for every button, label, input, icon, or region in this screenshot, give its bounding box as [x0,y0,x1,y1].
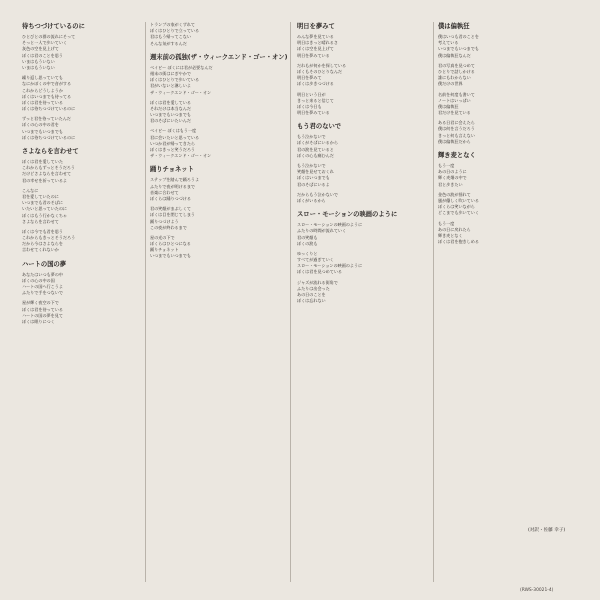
lyric-line: ぼくは君を見つめている [297,269,343,275]
lyric-line: 君だけを見ている [438,110,471,116]
lyric-line: ゆっくりと [297,250,318,256]
lyric-line: そんな気がするんだ [150,40,187,46]
lyric-line: どこまでも歩いていく [438,210,479,216]
lyric-line: これからどうしようか [22,87,63,93]
lyric-line: 灰色の空を見上げて [22,46,59,52]
lyric-line: それだけは本当なんだ [150,105,191,111]
lyric-line: スロー・モーションの映画のように [297,263,363,269]
lyric-line: 僕だけの世界 [438,81,463,87]
lyric-line: ぼくはひとりで立っている [150,28,200,34]
lyric-line: いつまでもいつまでも [22,128,63,134]
lyric-line: ぼくは歩きつづける [297,81,334,87]
lyric-line: いつまでもいつまでも [150,112,191,118]
lyric-line: あの日に戻れたら [438,226,471,232]
song-block [297,210,417,304]
lyric-line: ぼくは君を待っている [22,99,63,105]
lyric-line: ハートの国へ行こうよ [22,284,63,289]
lyric-line: ぼくらは踊りつづける [150,195,191,201]
lyric-line: 踊りチョネット [150,247,179,253]
lyric-line: ぼくは眠りにつく [22,318,55,324]
lyric-line: なにかぼくの中で音がする [22,81,72,87]
song-title: 踊りチョネット [150,166,194,174]
lyric-line: みんな夢を見ている [297,34,334,39]
lyric-line: 君と歩きたい [438,181,463,187]
lyric-line: ぼくは君を愛している [150,99,191,105]
lyric-line: 君の笑顔も [297,234,318,240]
lyric-stanza [22,34,142,71]
song-block [22,147,142,254]
lyric-line: 明日を夢みて [297,75,322,81]
lyric-stanza [150,177,270,202]
lyric-line: ぼくは忘れない [297,298,326,304]
column-divider [433,22,434,582]
lyric-stanza [150,235,270,260]
song-title: 待ちつづけているのに [22,23,85,30]
lyric-line: ノートはいっぱい [438,97,471,103]
lyric-line: 言わせてくれないか [22,247,59,253]
lyric-line: 音楽に合わせて [150,189,179,195]
lyric-line: ぼくは君を愛していた [22,159,63,164]
lyric-stanza [22,229,142,254]
song-block [22,22,142,141]
song-title: 週末前の孤独(ザ・ウィークエンド・ゴー・オン) [150,53,288,61]
lyric-line: ぼくらはひとつになる [150,241,191,247]
lyric-line: ベイビー ぼくはもう一度 [150,128,197,134]
lyric-line: いたいと思っていたのに [22,206,68,212]
lyric-line: ステップを踏んで踊ろうよ [150,177,200,183]
song-title: 僕は偏執狂 [438,23,470,30]
lyric-stanza [297,92,417,117]
lyric-stanza [438,120,558,145]
song-block [150,165,270,259]
lyric-line: 僕は偏執狂なんだ [438,52,471,58]
lyric-line: 明日を夢みている [297,110,330,116]
lyric-line: ぼくは待ちつづけているのに [22,134,76,140]
lyric-line: 星の光の下で [150,234,175,240]
song-block [150,22,270,47]
lyric-stanza [150,65,270,96]
song-title: もう君のないで [297,123,342,131]
lyric-stanza [297,222,417,247]
song-block [22,260,142,326]
lyric-line: 金色の波が揺れて [438,191,471,197]
lyric-stanza [297,163,417,188]
lyric-line: きっと来ると信じて [297,97,334,103]
lyric-stanza [150,100,270,125]
lyric-line: 踊りつづけよう [150,218,179,224]
song-title: さよならを言わせて [22,148,79,155]
lyric-line: ふたりで手をつないで [22,290,63,296]
lyric-line: 風が優しく吹いている [438,197,479,203]
lyric-line: 明日はきっと晴れるさ [297,40,338,46]
lyric-stanza [150,206,270,231]
lyric-line: もう一度 [438,220,455,226]
lyric-line: いまはもういない [22,64,55,70]
lyric-line: 君の写真を見つめて [438,62,475,68]
lyric-line: もう泣かないで [297,134,326,140]
lyric-line: ふたりで夜が明けるまで [150,183,196,189]
lyric-line: ぼくは空を見上げて [297,46,334,52]
lyric-line: さよならを言わせて [22,218,59,224]
lyric-stanza [22,272,142,297]
song-block [297,122,417,204]
lyric-line: ぼくは君を待っている [22,306,63,312]
lyric-line: ぼくはもう行かなくちゃ [22,212,68,218]
lyric-line: いまはもういない [22,58,55,64]
lyric-stanza [438,163,558,188]
lyric-line: 輝き麦となく [438,232,463,238]
lyric-stanza [438,92,558,117]
lyric-line: ハートの国の夢を見て [22,312,63,318]
lyric-stanza [22,188,142,225]
lyric-line: ふたりの時間が流れていく [297,228,347,234]
lyric-line: 君がいないと淋しいよ [150,83,191,89]
lyric-line: これからもずっとそうだろう [22,165,75,171]
lyric-line: いつまでも君のそばに [22,200,63,206]
lyric-line: いつまでもいつまでも [438,46,479,52]
lyric-stanza [297,251,417,276]
lyric-line: 君に会いたいと思っている [150,134,200,140]
lyric-line: 誰にもわからない [438,75,471,81]
lyric-line: ずっと君を待っていたんだ [22,116,71,122]
lyric-line: 君を愛していたのに [22,193,59,199]
lyric-stanza [297,192,417,204]
lyric-line: ジャズが流れる街角で [297,279,338,285]
lyric-line: だからもう泣かないで [297,191,338,197]
lyric-line: 輝く麦畑の中で [438,175,467,181]
lyric-line: すべてが過ぎていく [297,257,334,263]
lyrics-column-1 [22,22,142,577]
song-block [150,53,288,160]
lyric-line: 君のそばにいるよ [297,181,330,187]
lyric-stanza [150,22,270,47]
lyric-line: 君のそばにいたいんだ [150,118,191,124]
lyric-line: 僕はいつも君のことを [438,34,479,39]
column-divider [290,22,291,582]
lyric-stanza [438,63,558,88]
lyric-line: あの日のことを [297,292,326,297]
lyric-line: ぼくの心も痛むんだ [297,152,334,158]
lyric-line: あの日のように [438,169,467,175]
lyric-stanza [297,134,417,159]
lyric-line: 僕は偏執狂 [438,103,459,109]
lyric-line: ベイビー ぼくには君が必要なんだ [150,64,213,70]
lyric-line: もう泣かないで [297,163,326,168]
lyric-stanza [297,280,417,305]
lyric-line: ザ・ウィークエンド・ゴー・オン [150,153,212,159]
lyric-line: もう一度 [438,163,455,168]
lyric-line: ぼくがそばにいるから [297,140,338,146]
translation-credit: (対訳・佐藤 幸子) [528,528,566,533]
lyric-line: 明日という日が [297,91,326,97]
lyric-stanza [438,34,558,59]
lyric-stanza [297,63,417,88]
lyric-line: ぼくの心の中の君を [22,122,59,128]
lyric-line: 名前を何度も書いて [438,91,475,97]
lyric-line: 君はもう帰ってこない [150,34,191,40]
lyric-line: これからもきっとそうだろう [22,235,76,241]
lyric-line: 君の幸せを祈っているよ [22,177,68,183]
lyric-line: この夜が終わるまで [150,224,187,230]
lyric-line: ザ・ウィークエンド・ゴー・オン [150,89,212,95]
lyric-line: だれもが何かを探している [297,62,347,68]
lyric-line: 僕は偏執狂だから [438,138,471,144]
song-block [297,22,417,116]
lyric-line: 週末の街はにぎやかで [150,70,191,76]
lyric-line: ぼくはいつまでも待ってる [22,93,72,99]
lyric-line: ぼくはひとりで歩いている [150,77,200,83]
lyric-line: ひとびとの群の流れにそって [22,34,76,39]
song-block [438,22,558,145]
song-block [438,151,558,245]
song-title: 明日を夢みて [297,23,335,30]
lyric-line: だから今はさよならを [22,241,63,247]
lyric-line: ぼくは君のことを思う [22,52,63,58]
lyric-line: ぼくは今でも君を思う [22,228,63,234]
lyric-line: ぼくは今日も [297,103,322,109]
lyric-line: 明日を夢みている [297,52,330,58]
lyric-stanza [22,159,142,184]
song-title: スロー・モーションの映画のように [297,211,398,219]
lyric-stanza [22,116,142,141]
lyric-line: そっと一人で歩いていく [22,40,68,46]
lyric-line: だけどさよならを言わせて [22,171,72,177]
lyric-line: 笑顔を見せておくれ [297,169,334,175]
lyric-line: 繰り返し思っていても [22,75,63,81]
lyrics-column-2 [150,22,288,577]
lyric-line: 考えている [438,40,459,46]
catalog-number: (RWS-30021-4) [520,588,554,593]
lyric-line: ひとりで話しかける [438,68,475,74]
lyric-line: ある日君に会えたら [438,120,475,126]
lyric-line: ぼくは君を抱きしめる [438,239,479,245]
lyric-line: ぼくの涙も [297,240,318,246]
lyric-line: 君の涙を見ていると [297,146,334,152]
song-title: 輝き麦となく [438,152,476,159]
lyric-line: 僕は何を言うだろう [438,126,475,132]
lyrics-column-4 [438,22,558,577]
lyric-stanza [22,300,142,325]
lyrics-column-3 [297,22,417,577]
lyric-line: こんなに [22,187,39,193]
lyric-line: ぼくは目を閉じてしまう [150,212,196,218]
lyric-stanza [438,221,558,246]
lyric-line: ぼくもそのひとりなんだ [297,68,343,74]
lyric-line: ぼくらは笑いながら [438,204,475,210]
lyric-stanza [438,192,558,217]
lyric-line: ぼくの心の中の国 [22,277,55,283]
lyric-line: ふたりは出会った [297,285,330,291]
lyric-line: ぼくはきっと笑うだろう [150,147,196,152]
column-divider [145,22,146,582]
lyric-line: きっと何も言えない [438,132,475,138]
lyric-line: トランプの家がくずれて [150,22,196,27]
lyric-line: いつか君が帰ってきたら [150,140,196,146]
lyric-line: スロー・モーションの映画のように [297,222,363,228]
lyric-line: ぼくはいつまでも [297,175,330,181]
lyric-stanza [297,34,417,59]
lyric-line: 星が輝く夜空の下で [22,300,59,306]
lyric-stanza [150,128,270,159]
lyric-stanza [22,75,142,112]
lyric-line: ぼくは待ちつづけているのに [22,106,76,112]
lyric-line: 君の笑顔がまぶしくて [150,206,191,212]
lyric-line: ぼくがいるから [297,197,326,203]
song-title: ハートの国の夢 [22,260,67,268]
lyric-line: いつまでもいつまでも [150,253,191,259]
lyric-line: あなたはいつも夢の中 [22,271,63,277]
